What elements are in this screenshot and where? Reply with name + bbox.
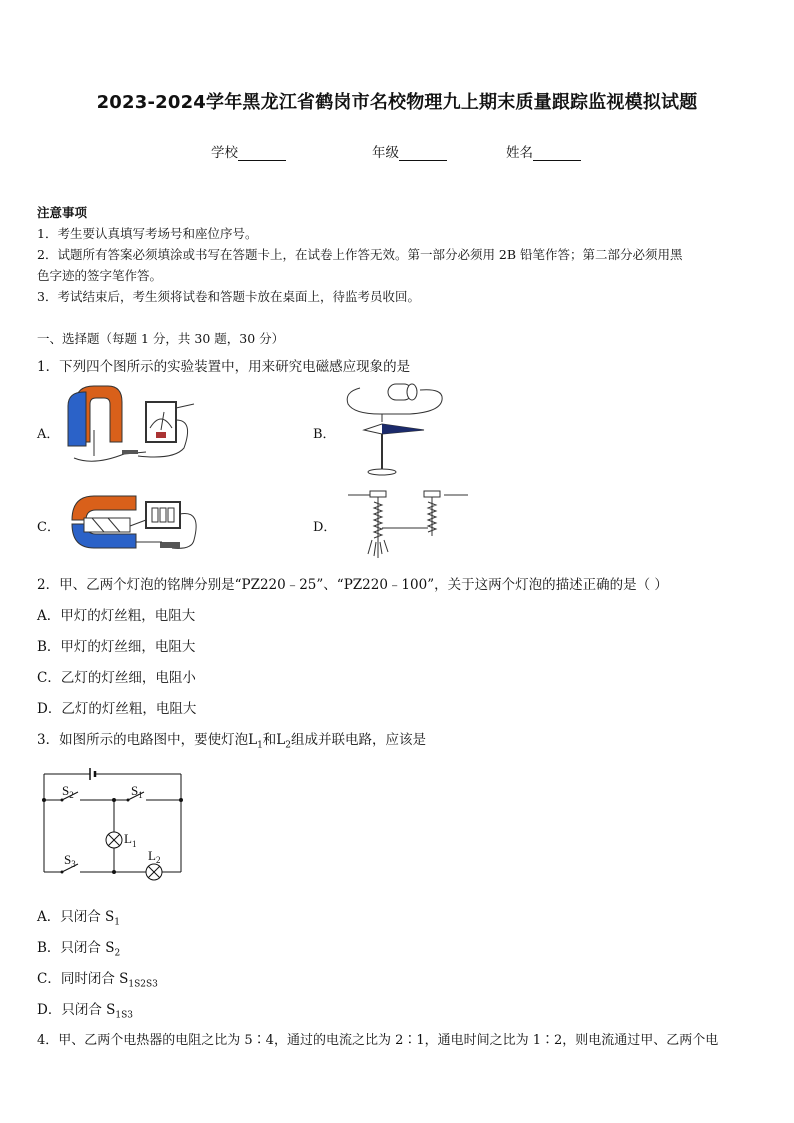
q3-option-sub: 2 [114, 948, 121, 959]
q3-option-c [37, 967, 158, 990]
q3-option-sub: 1S2S3 [128, 979, 158, 990]
s3-label: $S_3$ [64, 852, 76, 869]
q3-stem-sub: 1 [257, 740, 263, 751]
notes-heading: 注意事项 [37, 205, 88, 220]
q3-option-text: C．同时闭合 S [37, 971, 129, 987]
name-field [506, 141, 581, 161]
s1-label: $S_1$ [131, 783, 143, 800]
q2-option-d: D．乙灯的灯丝粗，电阻大 [37, 701, 197, 717]
figure-d-electromagnets [348, 488, 468, 560]
l2-label: $L_2$ [148, 848, 161, 865]
q3-option-text: D．只闭合 S [37, 1002, 116, 1018]
q2-option-a: A．甲灯的灯丝粗，电阻大 [37, 608, 196, 624]
q1-label-b: B． [313, 427, 336, 442]
note-item: 色字迹的签字笔作答。 [37, 268, 163, 283]
figure-a-magnet-galvanometer [64, 380, 224, 470]
q3-stem-part: 和L [262, 732, 286, 748]
figure-b-suspended-magnet [340, 378, 450, 478]
q3-option-text: A．只闭合 S [37, 909, 115, 925]
q1-label-d: D． [313, 520, 337, 535]
note-item: 3．考试结束后，考生须将试卷和答题卡放在桌面上，待监考员收回。 [37, 289, 420, 304]
q3-option-d [37, 998, 133, 1021]
school-label: 学校 [211, 145, 238, 161]
q2-option-c: C．乙灯的灯丝细，电阻小 [37, 670, 196, 686]
q3-option-b [37, 936, 120, 959]
grade-field [372, 141, 447, 161]
s2-label: $S_2$ [62, 783, 74, 800]
q3-option-sub: 1S3 [115, 1010, 133, 1021]
q2-stem: 2．甲、乙两个灯泡的铭牌分别是“PZ220﹣25”、“PZ220﹣100”，关于这两个灯泡的描述正确的是（ ） [37, 577, 668, 593]
school-blank [238, 146, 286, 161]
q3-stem-sub: 2 [285, 740, 291, 751]
q1-label-a: A． [37, 427, 60, 442]
q3-circuit-diagram [40, 764, 190, 888]
q3-option-text: B．只闭合 S [37, 940, 115, 956]
q3-option-sub: 1 [114, 917, 121, 928]
q3-stem-part: 组成并联电路，应该是 [291, 732, 426, 748]
q2-option-b: B．甲灯的灯丝细，电阻大 [37, 639, 196, 655]
note-item: 1．考生要认真填写考场号和座位序号。 [37, 226, 258, 241]
q4-stem: 4．甲、乙两个电热器的电阻之比为 5∶4，通过的电流之比为 2∶1，通电时间之比为 1∶2，则电流通过甲、乙两个电 [37, 1033, 719, 1048]
figure-c-coil-magnet [64, 490, 214, 560]
name-label: 姓名 [506, 145, 533, 161]
name-blank [533, 146, 581, 161]
q3-stem-part: 3．如图所示的电路图中，要使灯泡L [37, 732, 258, 748]
q3-option-a [37, 905, 120, 928]
q1-label-c: C． [37, 520, 60, 535]
grade-blank [399, 146, 447, 161]
q3-stem [37, 728, 426, 751]
q1-stem: 1．下列四个图所示的实验装置中，用来研究电磁感应现象的是 [37, 359, 411, 375]
note-item: 2．试题所有答案必须填涂或书写在答题卡上，在试卷上作答无效。第一部分必须用 2B 铅笔作答；第二部分必须用黑 [37, 247, 683, 262]
grade-label: 年级 [372, 145, 399, 161]
section-heading: 一、选择题（每题 1 分，共 30 题，30 分） [37, 331, 285, 346]
l1-label: $L_1$ [124, 831, 137, 849]
page-title: 2023-2024学年黑龙江省鹤岗市名校物理九上期末质量跟踪监视模拟试题 [96, 92, 698, 113]
school-field [211, 141, 286, 161]
